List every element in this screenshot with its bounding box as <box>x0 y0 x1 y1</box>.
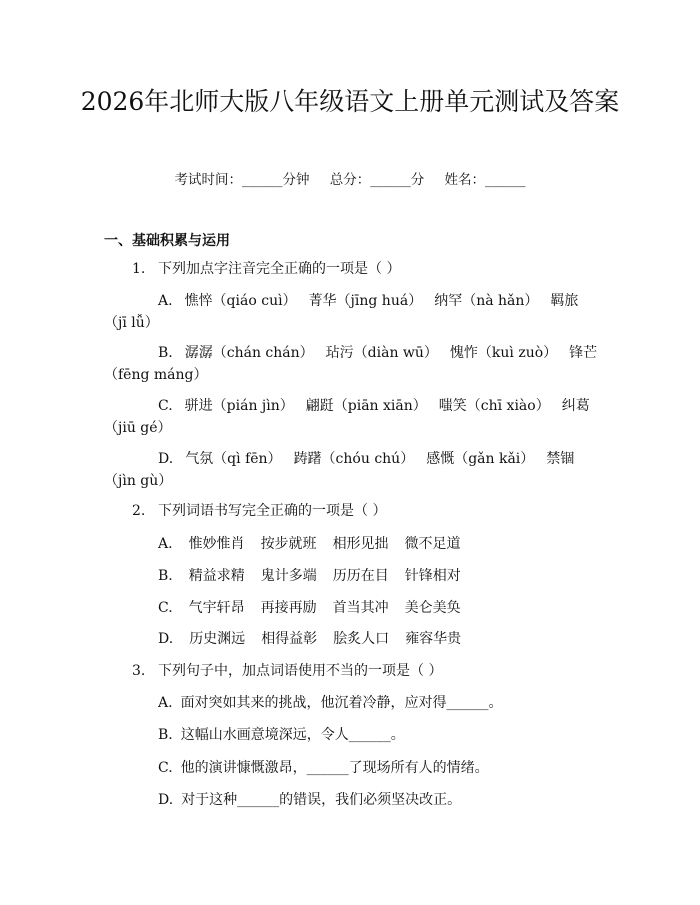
option-item: 羁旅（jī lǚ） <box>104 293 579 331</box>
option-letter: B. <box>158 345 173 361</box>
option-letter: D. <box>158 631 174 647</box>
option-letter: C. <box>158 600 173 616</box>
option-item: 脍炙人口 <box>333 631 390 647</box>
option-2d <box>158 628 477 650</box>
option-3c <box>158 757 489 779</box>
option-item: 嗤笑（chī xiào） <box>438 398 550 414</box>
option-item: 纳罕（nà hǎn） <box>434 293 539 309</box>
option-item: 微不足道 <box>404 536 461 552</box>
option-text: 这幅山水画意境深远，令人______。 <box>180 727 405 743</box>
option-3a <box>158 692 503 714</box>
option-item: 愧怍（kuì zuò） <box>449 345 558 361</box>
option-1d <box>104 448 598 492</box>
option-letter: A. <box>158 293 173 309</box>
option-item: 纠葛（jiū gé） <box>104 398 590 436</box>
option-item: 菁华（jīng huá） <box>308 293 423 309</box>
question-3 <box>132 660 442 682</box>
option-1c <box>104 395 598 439</box>
option-item: 翩跹（piān xiān） <box>305 398 427 414</box>
option-item: 美仑美奂 <box>404 600 461 616</box>
option-3b <box>158 724 405 746</box>
option-text: 对于这种______的错误，我们必须坚决改正。 <box>181 792 462 808</box>
option-item: 相得益彰 <box>261 631 318 647</box>
option-3d <box>158 789 461 811</box>
question-number: 1. <box>132 261 146 277</box>
question-number: 2. <box>132 503 146 519</box>
exam-meta <box>0 168 700 188</box>
option-item: 雍容华贵 <box>405 631 462 647</box>
exam-score: 总分：______分 <box>329 172 425 188</box>
option-item: 历史渊远 <box>189 631 246 647</box>
option-item: 鬼计多端 <box>260 568 317 584</box>
option-2a <box>158 533 477 555</box>
option-1b <box>104 342 598 386</box>
question-1 <box>132 258 400 280</box>
option-item: 骈进（pián jìn） <box>184 398 294 414</box>
option-item: 玷污（diàn wū） <box>325 345 438 361</box>
document-title: 2026年北师大版八年级语文上册单元测试及答案 <box>80 87 620 116</box>
option-letter: C. <box>158 760 173 776</box>
question-stem: 下列句子中，加点词语使用不当的一项是（ ） <box>158 663 443 679</box>
option-item: 憔悴（qiáo cuì） <box>184 293 297 309</box>
option-item: 针锋相对 <box>404 568 461 584</box>
option-letter: A. <box>158 695 173 711</box>
question-number: 3. <box>132 663 146 679</box>
option-item: 气宇轩昂 <box>188 600 245 616</box>
option-letter: B. <box>158 727 173 743</box>
option-item: 禁锢（jìn gù） <box>104 451 575 489</box>
option-item: 踌躇（chóu chú） <box>293 451 415 467</box>
option-2c <box>158 597 477 619</box>
option-item: 首当其冲 <box>332 600 389 616</box>
option-text: 面对突如其来的挑战，他沉着冷静，应对得______。 <box>180 695 503 711</box>
option-item: 按步就班 <box>260 536 317 552</box>
option-item: 精益求精 <box>188 568 245 584</box>
option-item: 感慨（gǎn kǎi） <box>426 451 535 467</box>
option-item: 惟妙惟肖 <box>188 536 245 552</box>
option-2b <box>158 565 477 587</box>
option-1a <box>104 290 598 334</box>
option-letter: B. <box>158 568 173 584</box>
option-letter: A. <box>158 536 173 552</box>
option-item: 再接再励 <box>260 600 317 616</box>
option-item: 相形见拙 <box>332 536 389 552</box>
section-heading: 一、基础积累与运用 <box>104 233 230 249</box>
exam-name: 姓名：______ <box>444 172 526 188</box>
option-item: 气氛（qì fēn） <box>185 451 282 467</box>
question-stem: 下列加点字注音完全正确的一项是（ ） <box>158 261 401 277</box>
option-item: 潺潺（chán chán） <box>184 345 314 361</box>
option-letter: D. <box>158 451 174 467</box>
question-stem: 下列词语书写完全正确的一项是（ ） <box>158 503 387 519</box>
option-item: 锋芒（fēng máng） <box>104 345 598 383</box>
option-letter: C. <box>158 398 173 414</box>
option-text: 他的演讲慷慨激昂，______了现场所有人的情绪。 <box>180 760 489 776</box>
option-item: 历历在目 <box>332 568 389 584</box>
option-letter: D. <box>158 792 174 808</box>
exam-time: 考试时间：______分钟 <box>174 172 310 188</box>
question-2 <box>132 500 386 522</box>
